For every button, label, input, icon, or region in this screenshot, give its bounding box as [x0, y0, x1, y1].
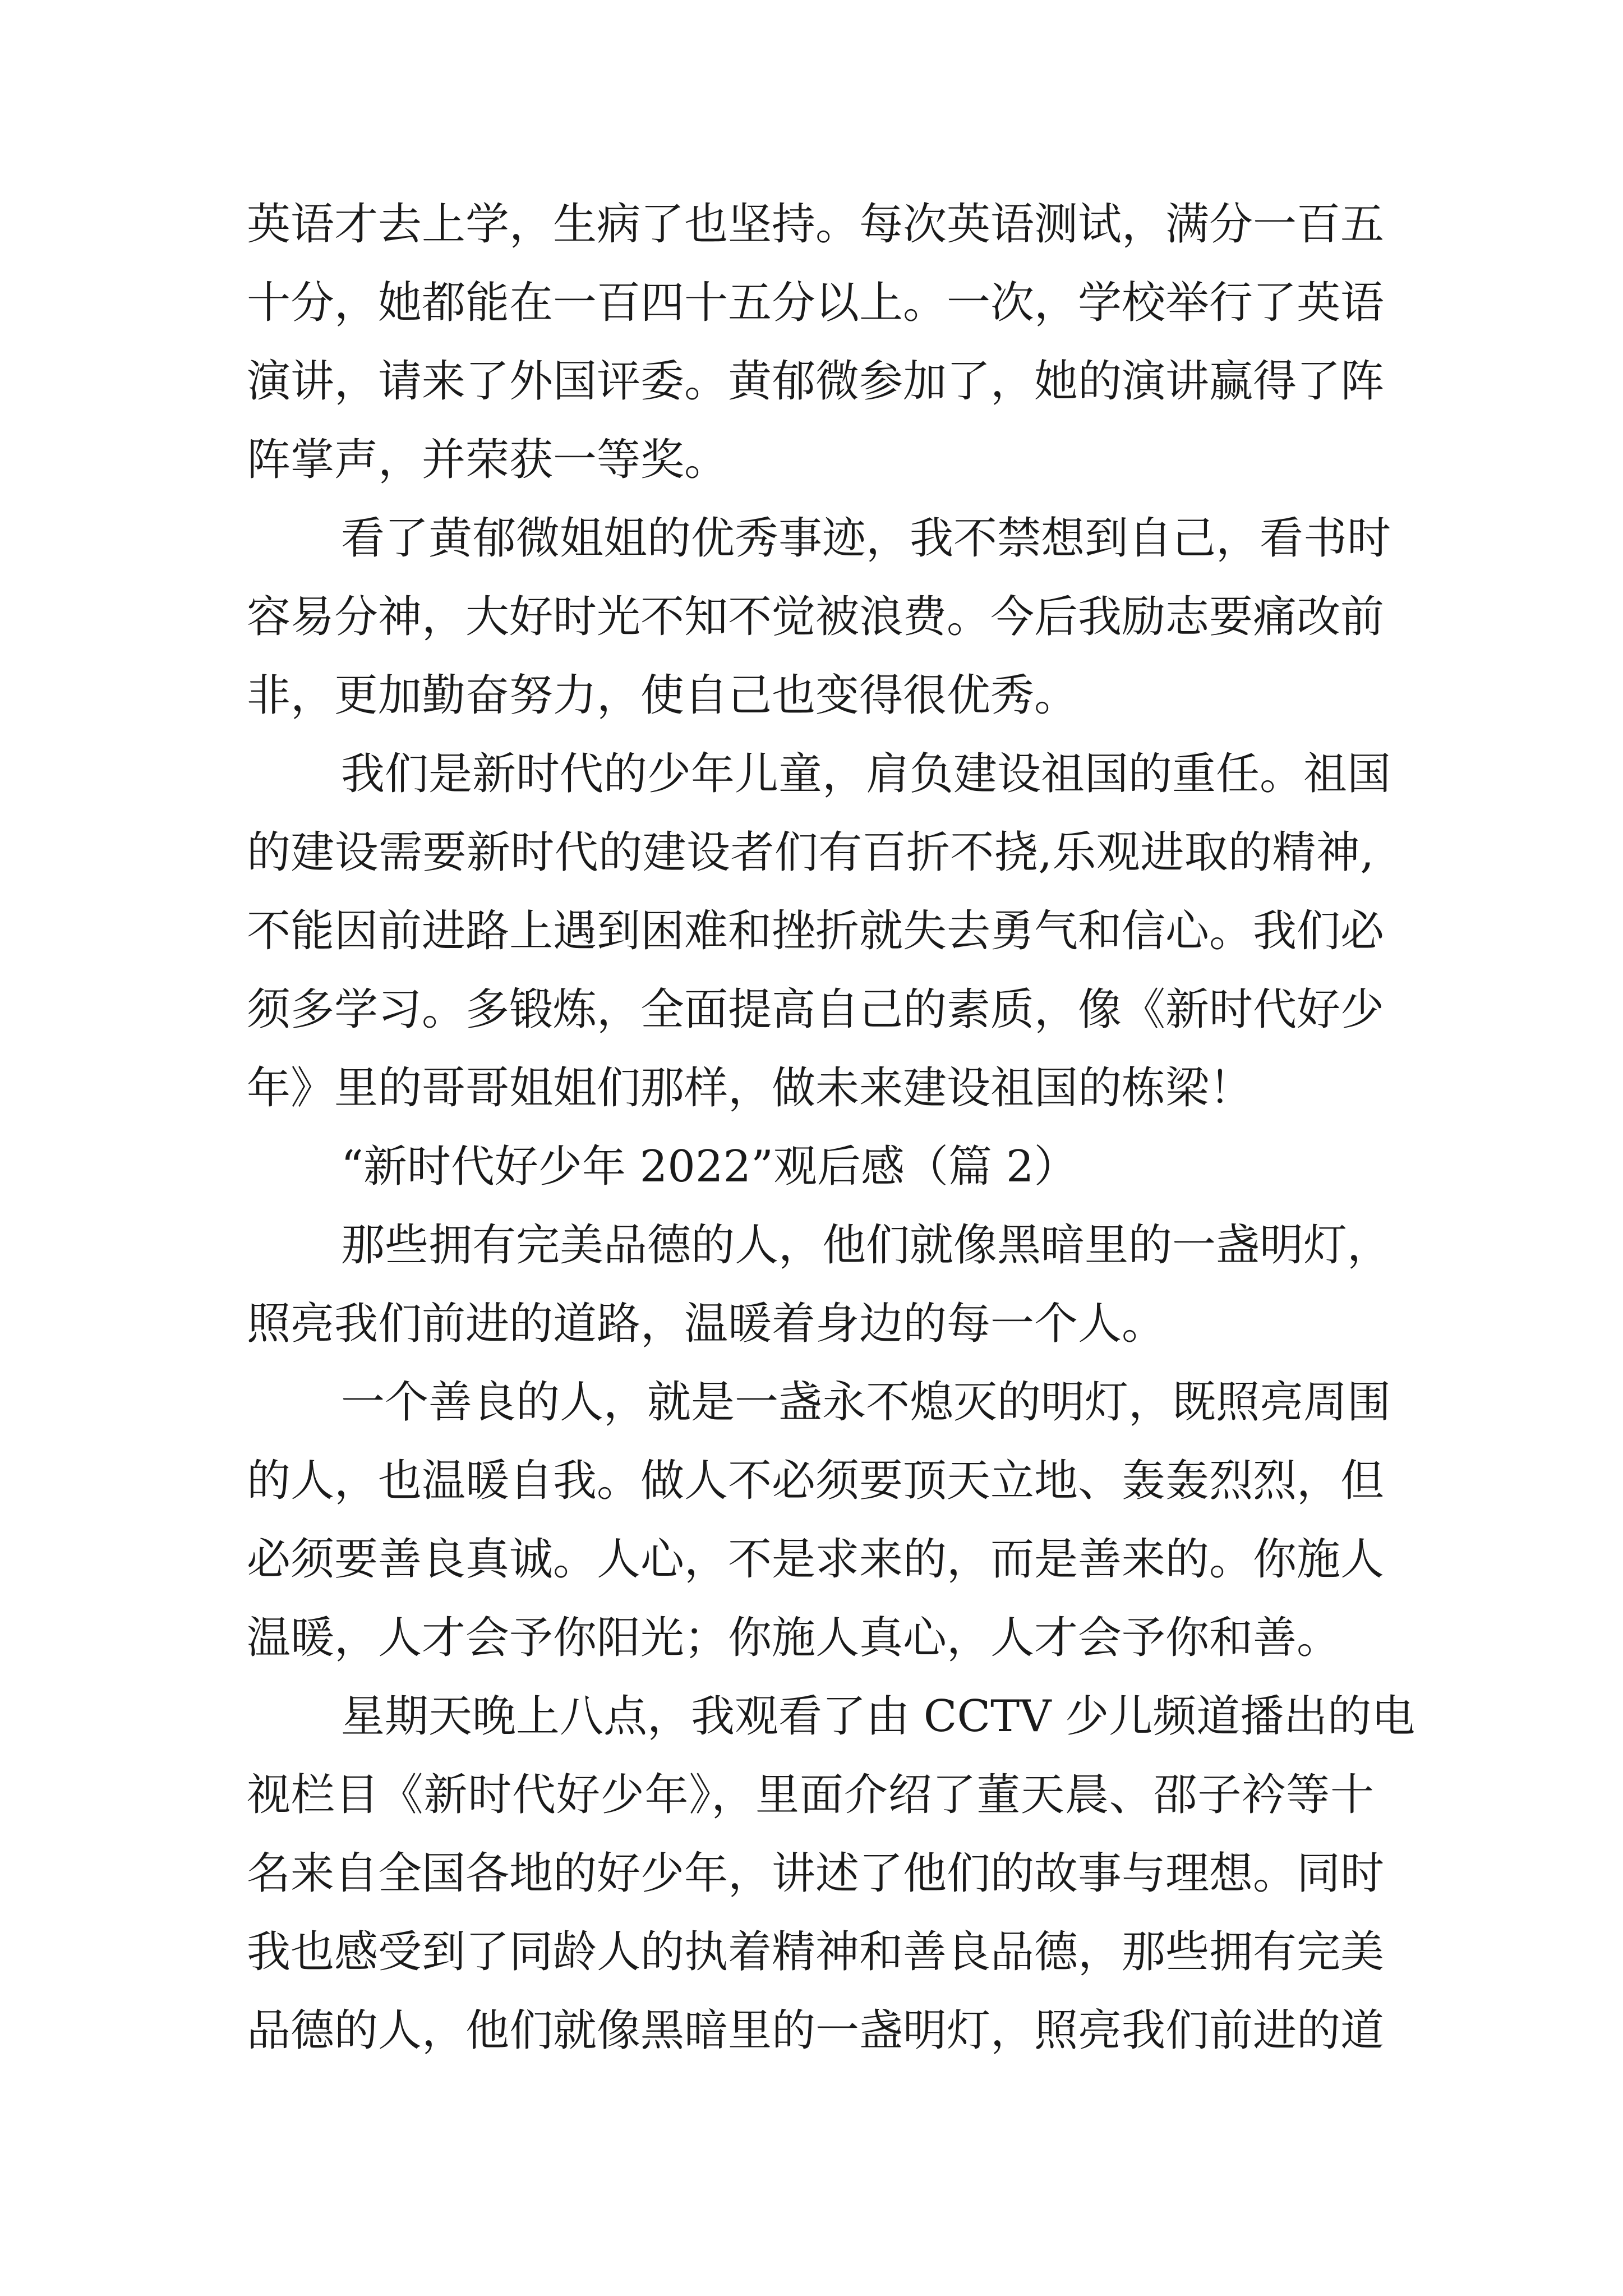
text-line: 不能因前进路上遇到困难和挫折就失去勇气和信心。我们必 — [247, 906, 1385, 956]
text-line: 的人，也温暖自我。做人不必须要顶天立地、轰轰烈烈，但 — [247, 1456, 1385, 1506]
paragraph-first-line: 看了黄郁微姐姐的优秀事迹，我不禁想到自己，看书时 — [341, 513, 1391, 564]
text-line: 非，更加勤奋努力，使自己也变得很优秀。 — [247, 670, 1078, 721]
text-line: 年》里的哥哥姐姐们那样，做未来建设祖国的栋梁！ — [247, 1063, 1253, 1114]
text-line: 温暖，人才会予你阳光；你施人真心，人才会予你和善。 — [247, 1613, 1341, 1663]
paragraph-first-line: 我们是新时代的少年儿童，肩负建设祖国的重任。祖国 — [341, 749, 1391, 799]
text-line: 品德的人，他们就像黑暗里的一盏明灯，照亮我们前进的道 — [247, 2005, 1385, 2056]
text-line: 名来自全国各地的好少年，讲述了他们的故事与理想。同时 — [247, 1848, 1385, 1899]
text-line: 十分，她都能在一百四十五分以上。一次，学校举行了英语 — [247, 278, 1385, 328]
text-line: 照亮我们前进的道路，温暖着身边的每一个人。 — [247, 1299, 1166, 1349]
text-line: 必须要善良真诚。人心，不是求来的，而是善来的。你施人 — [247, 1534, 1385, 1585]
text-line: 演讲，请来了外国评委。黄郁微参加了，她的演讲赢得了阵 — [247, 356, 1385, 407]
text-line: 容易分神，大好时光不知不觉被浪费。今后我励志要痛改前 — [247, 592, 1385, 642]
paragraph-first-line: 那些拥有完美品德的人，他们就像黑暗里的一盏明灯， — [341, 1220, 1391, 1271]
body-text — [247, 185, 1415, 2070]
text-line: 我也感受到了同龄人的执着精神和善良品德，那些拥有完美 — [247, 1927, 1385, 1977]
section-heading: “新时代好少年 2022”观后感（篇 2） — [341, 1142, 1078, 1192]
paragraph-first-line: 星期天晚上八点，我观看了由 CCTV 少儿频道播出的电 — [341, 1691, 1415, 1742]
text-line: 阵掌声，并荣获一等奖。 — [247, 435, 728, 485]
text-line: 英语才去上学，生病了也坚持。每次英语测试，满分一百五 — [247, 199, 1385, 250]
text-line: 须多学习。多锻炼，全面提高自己的素质，像《新时代好少 — [247, 984, 1385, 1035]
text-line: 视栏目《新时代好少年》，里面介绍了董天晨、邵子衿等十 — [247, 1770, 1374, 1820]
paragraph-first-line: 一个善良的人，就是一盏永不熄灭的明灯，既照亮周围 — [341, 1377, 1391, 1428]
text-line: 的建设需要新时代的建设者们有百折不挠,乐观进取的精神, — [247, 827, 1374, 878]
